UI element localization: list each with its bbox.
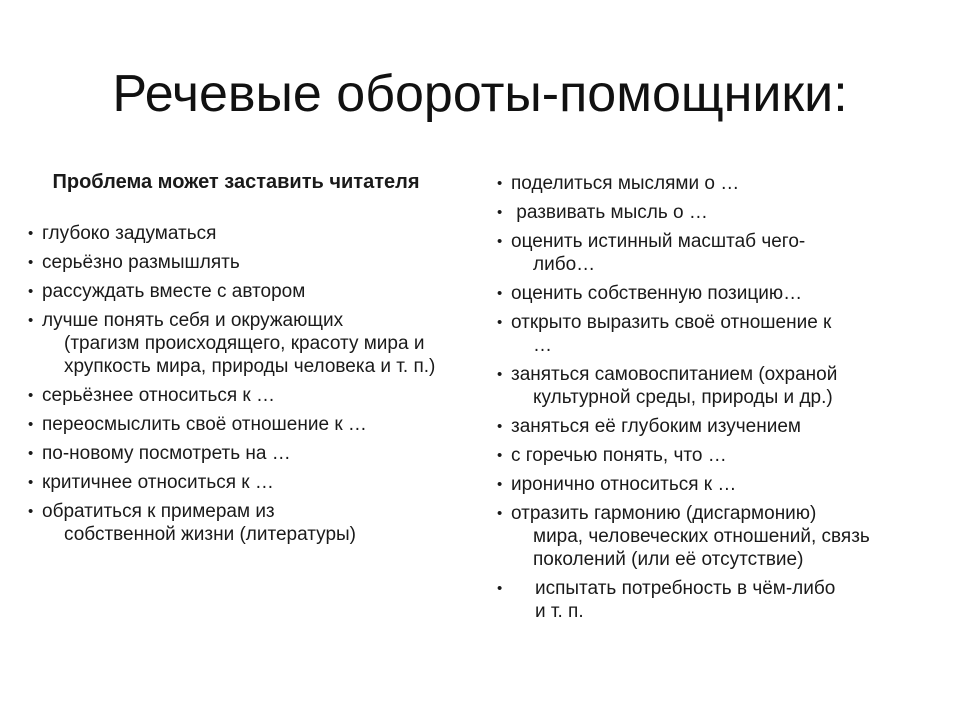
list-item: • серьёзнее относиться к …	[28, 385, 276, 406]
bullet-icon: •	[497, 505, 503, 522]
list-item-continuation: и т. п.	[535, 601, 584, 622]
left-list	[28, 222, 468, 546]
list-item: • серьёзно размышлять	[28, 252, 240, 273]
bullet-icon: •	[497, 447, 503, 464]
right-list	[497, 172, 937, 623]
list-item: • лучше понять себя и окружающих (трагизм происходящего, красоту мира и хрупкость мира, природы человека и т. п.)	[28, 309, 468, 378]
bullet-icon: •	[497, 175, 503, 192]
left-column-heading: Проблема может заставить читателя	[52, 171, 420, 193]
slide-title: Речевые обороты-помощники:	[112, 65, 848, 123]
list-item: • с горечью понять, что …	[497, 445, 727, 466]
bullet-icon: •	[497, 366, 503, 383]
list-item: • иронично относиться к …	[497, 474, 737, 495]
bullet-icon: •	[28, 503, 34, 520]
list-item: • заняться её глубоким изучением	[497, 416, 801, 437]
bullet-icon: •	[28, 225, 34, 242]
list-item: • обратиться к примерам из собственной жизни (литературы)	[28, 500, 468, 546]
list-item-continuation: (трагизм происходящего, красоту мира и хрупкость мира, природы человека и т. п.)	[64, 333, 436, 377]
list-item: • критичнее относиться к …	[28, 472, 274, 493]
list-item: • испытать потребность в чём-либо и т. п.	[497, 577, 937, 623]
bullet-icon: •	[497, 233, 503, 250]
bullet-icon: •	[28, 283, 34, 300]
bullet-icon: •	[28, 254, 34, 271]
bullet-icon: •	[497, 418, 503, 435]
list-item-continuation: либо…	[533, 254, 596, 275]
list-item: • поделиться мыслями о …	[497, 173, 740, 194]
list-item: • открыто выразить своё отношение к …	[497, 311, 937, 357]
bullet-icon: •	[497, 476, 503, 493]
list-item: • отразить гармонию (дисгармонию) мира, человеческих отношений, связь поколений (или её отсутствие)	[497, 502, 937, 571]
list-item: • по-новому посмотреть на …	[28, 443, 291, 464]
list-item-continuation: собственной жизни (литературы)	[64, 524, 357, 545]
left-column	[28, 170, 468, 552]
list-item: • заняться самовоспитанием (охраной культурной среды, природы и др.)	[497, 363, 937, 409]
list-item-continuation: мира, человеческих отношений, связь поколений (или её отсутствие)	[533, 526, 870, 570]
bullet-icon: •	[28, 416, 34, 433]
bullet-icon: •	[28, 312, 34, 329]
list-item: • оценить собственную позицию…	[497, 283, 803, 304]
list-item: • рассуждать вместе с автором	[28, 281, 306, 302]
bullet-icon: •	[28, 387, 34, 404]
bullet-icon: •	[28, 474, 34, 491]
list-item: • глубоко задуматься	[28, 223, 217, 244]
list-item: • развивать мысль о …	[497, 202, 708, 223]
right-column	[497, 172, 937, 629]
list-item: • переосмыслить своё отношение к …	[28, 414, 367, 435]
list-item: • оценить истинный масштаб чего- либо…	[497, 230, 937, 276]
bullet-icon: •	[497, 314, 503, 331]
list-item-continuation: культурной среды, природы и др.)	[533, 387, 833, 408]
list-item-continuation: …	[533, 335, 552, 356]
bullet-icon: •	[497, 285, 503, 302]
bullet-icon: •	[497, 580, 503, 597]
bullet-icon: •	[28, 445, 34, 462]
bullet-icon: •	[497, 204, 503, 221]
